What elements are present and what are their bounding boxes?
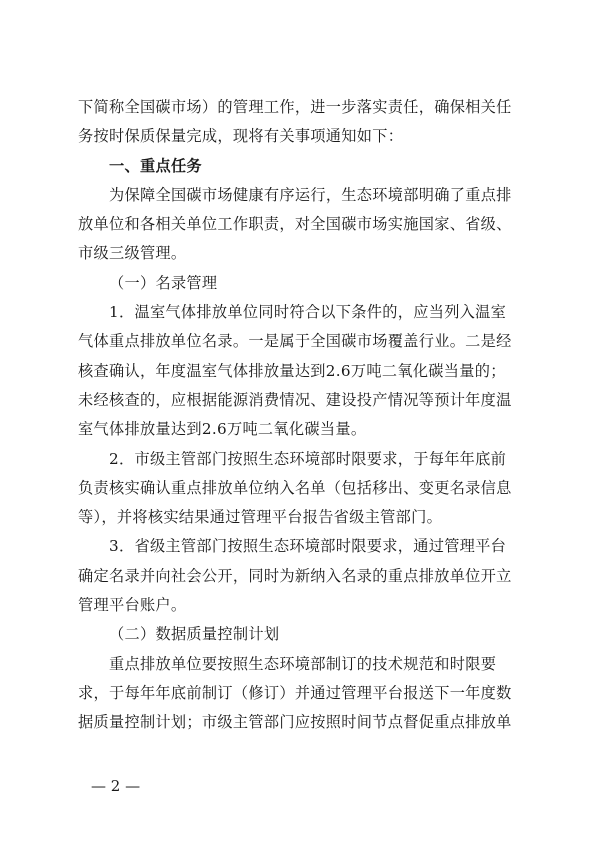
paragraph-line: 据质量控制计划；市级主管部门应按照时间节点督促重点排放单 [78, 713, 512, 732]
paragraph-line: 放单位和各相关单位工作职责，对全国碳市场实施国家、省级、 [78, 215, 512, 234]
section-heading: 一、重点任务 [109, 156, 202, 175]
paragraph-line: 未经核查的，应根据能源消费情况、建设投产情况等预计年度温 [78, 390, 512, 409]
paragraph-line: 下简称全国碳市场）的管理工作，进一步落实责任，确保相关任 [78, 98, 512, 116]
paragraph-line: 等），并将核实结果通过管理平台报告省级主管部门。 [78, 508, 443, 527]
paragraph-line: 负责核实确认重点排放单位纳入名单（包括移出、变更名录信息 [78, 478, 512, 497]
paragraph-line: 2．市级主管部门按照生态环境部时限要求，于每年年底前 [109, 449, 507, 468]
paragraph-line: 务按时保质保量完成，现将有关事项通知如下： [78, 127, 404, 146]
paragraph-line: 气体重点排放单位名录。一是属于全国碳市场覆盖行业。二是经 [78, 332, 512, 351]
paragraph-line: 求，于每年年底前制订（修订）并通过管理平台报送下一年度数 [78, 683, 512, 702]
document-body [78, 93, 518, 738]
page-number: — 2 — [91, 777, 141, 795]
paragraph-line: 3．省级主管部门按照生态环境部时限要求，通过管理平台 [109, 537, 507, 556]
subsection-heading: （一）名录管理 [109, 273, 218, 292]
paragraph-line: 重点排放单位要按照生态环境部制订的技术规范和时限要 [109, 654, 497, 673]
paragraph-line: 市级三级管理。 [78, 244, 187, 263]
paragraph-line: 室气体排放量达到2.6万吨二氧化碳当量。 [78, 420, 367, 439]
paragraph-line: 为保障全国碳市场健康有序运行，生态环境部明确了重点排 [109, 185, 512, 204]
paragraph-line: 核查确认，年度温室气体排放量达到2.6万吨二氧化碳当量的； [78, 361, 506, 380]
paragraph-line: 确定名录并向社会公开，同时为新纳入名录的重点排放单位开立 [78, 566, 512, 585]
paragraph-line: 管理平台账户。 [78, 596, 187, 615]
paragraph-line: 1．温室气体排放单位同时符合以下条件的，应当列入温室 [109, 303, 507, 322]
subsection-heading: （二）数据质量控制计划 [109, 625, 280, 644]
